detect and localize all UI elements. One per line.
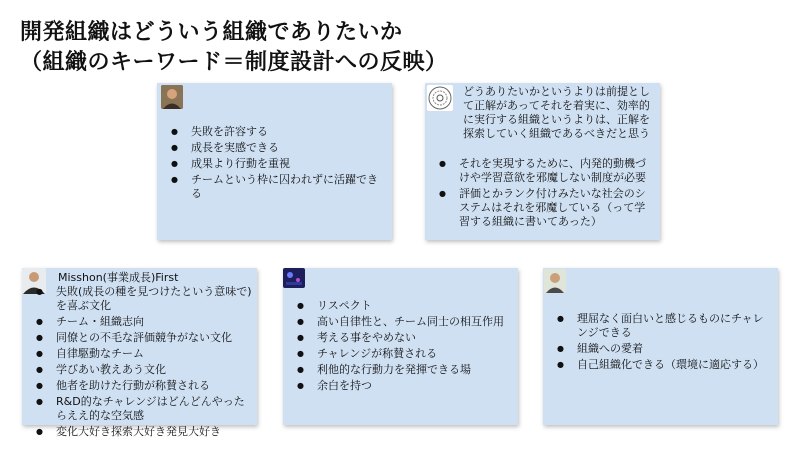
list-item: ● 自己組織化できる（環境に適応する） (551, 358, 773, 372)
list-item: ● リスペクト (291, 299, 513, 313)
list-item: ● チャレンジが称賛される (291, 347, 513, 361)
list-item: ● チーム・組織志向 (30, 315, 255, 329)
list-item: ● それを実現するために、内発的動機づけや学習意欲を邪魔しない制度が必要 (433, 157, 655, 185)
list-item: ● 考える事をやめない (291, 331, 513, 345)
mandala-icon (427, 85, 453, 111)
page-title (20, 18, 448, 78)
title-line-2: （組織のキーワード＝制度設計への反映） (20, 50, 448, 75)
list-item: ● チームという枠に囚われずに活躍できる (165, 173, 387, 201)
list-item: ● 他者を助けた行動が称賛される (30, 379, 255, 393)
avatar (283, 268, 305, 288)
list-item: ● 失敗を許容する (165, 125, 387, 139)
title-line-1: 開発組織はどういう組織でありたいか (20, 20, 403, 45)
card-5 (543, 268, 778, 425)
list-item: ● 高い自律性と、チーム同士の相互作用 (291, 315, 513, 329)
avatar (161, 85, 183, 109)
list-item: ● 同僚との不毛な評価競争がない文化 (30, 331, 255, 345)
list-item: ● 失敗(成長の種を見つけたという意味で)を喜ぶ文化 (30, 285, 255, 313)
list-item: ● 利他的な行動力を発揮できる場 (291, 363, 513, 377)
list-item: ● 評価とかランク付けみたいな社会のシステムはそれを邪魔している（って学習する組織に書いてあった） (433, 187, 655, 229)
card-intro: どうありたいかというよりは前提として正解があってそれを着実に、効率的に実行する組織というよりは、正解を探索していく組織であるべきだと思う (463, 85, 650, 140)
card-4 (283, 268, 518, 425)
concert-photo-icon (283, 268, 305, 288)
list-item: ● 成果より行動を重視 (165, 157, 387, 171)
avatar (544, 269, 566, 293)
list-item: ● 学びあい教えあう文化 (30, 363, 255, 377)
person-photo-icon (544, 269, 566, 293)
card-3 (22, 268, 257, 438)
person-photo-icon (161, 85, 183, 109)
list-item: ● 余白を持つ (291, 379, 513, 393)
list-item: ● 理屈なく面白いと感じるものにチャレンジできる (551, 312, 773, 340)
card-heading: Misshon(事業成長)First (58, 271, 179, 284)
card-1 (157, 83, 392, 240)
list-item: ● 成長を実感できる (165, 141, 387, 155)
list-item: ● 変化大好き探索大好き発見大好き (30, 425, 255, 439)
list-item: ● R&D的なチャレンジはどんどんやったらええ的な空気感 (30, 395, 255, 423)
list-item: ● 組織への愛着 (551, 342, 773, 356)
card-2 (425, 83, 660, 240)
list-item: ● 自律駆動なチーム (30, 347, 255, 361)
avatar (427, 85, 453, 111)
